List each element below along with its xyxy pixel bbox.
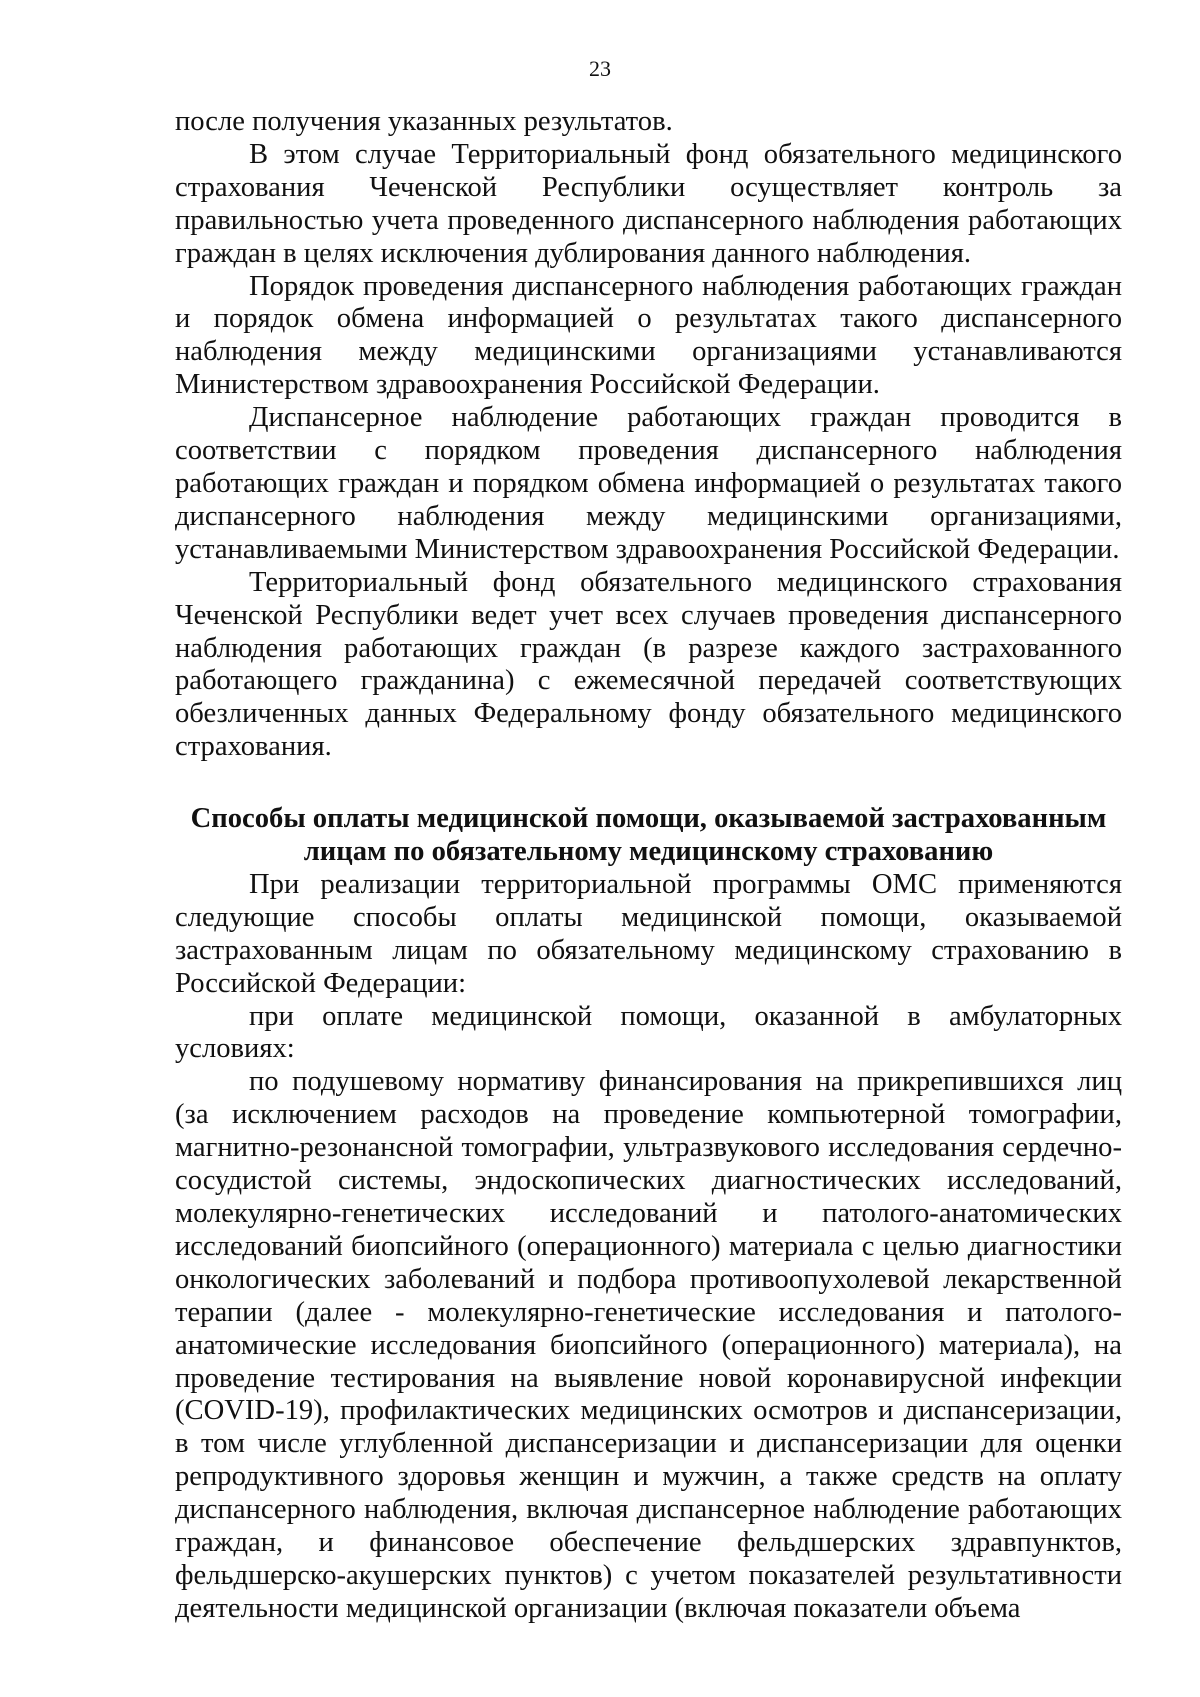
paragraph-procedure: Порядок проведения диспансерного наблюдения работающих граждан и порядок обмена информацией о результатах такого диспансерного наблюдения между медицинскими организациями устанавливаются Министерством здравоохранения Российской Федерации. — [175, 270, 1122, 401]
paragraph-per-capita: по подушевому нормативу финансирования на прикрепившихся лиц (за исключением расходов на проведение компьютерной томографии, магнитно-резонансной томографии, ультразвукового исследования сердечно-сосудистой системы, эндоскопических диагностических исследований, молекулярно-генетических исследований и патолого-анатомических исследований биопсийного (операционного) материала с целью диагностики онкологических заболеваний и подбора противоопухолевой лекарственной терапии (далее - молекулярно-генетические исследования и патолого-анатомические исследования биопсийного (операционного) материала), на проведение тестирования на выявление новой коронавирусной инфекции (COVID-19), профилактических медицинских осмотров и диспансеризации, в том числе углубленной диспансеризации и диспансеризации для оценки репродуктивного здоровья женщин и мужчин, а также средств на оплату диспансерного наблюдения, включая диспансерное наблюдение работающих граждан, и финансовое обеспечение фельдшерских здравпунктов, фельдшерско-акушерских пунктов) с учетом показателей результативности деятельности медицинской организации (включая показатели объема — [175, 1066, 1122, 1624]
section-heading-line-2: лицам по обязательному медицинскому страхованию — [303, 836, 994, 868]
paragraph-observation: Диспансерное наблюдение работающих граждан проводится в соответствии с порядком проведения диспансерного наблюдения работающих граждан и порядком обмена информацией о результатах такого диспансерного наблюдения между медицинскими организациями, устанавливаемыми Министерством здравоохранения Российской Федерации. — [175, 402, 1122, 565]
document-body — [175, 106, 1122, 1626]
paragraph-accounting: Территориальный фонд обязательного медицинского страхования Чеченской Республики ведет учет всех случаев проведения диспансерного наблюдения работающих граждан (в разрезе каждого застрахованного работающего гражданина) с ежемесячной передачей соответствующих обезличенных данных Федеральному фонду обязательного медицинского страхования. — [175, 566, 1122, 763]
paragraph-control: В этом случае Территориальный фонд обязательного медицинского страхования Чеченской Республики осуществляет контроль за правильностью учета проведенного диспансерного наблюдения работающих граждан в целях исключения дублирования данного наблюдения. — [175, 138, 1122, 269]
section-heading — [175, 803, 1122, 869]
paragraph-outpatient: при оплате медицинской помощи, оказанной в амбулаторных условиях: — [175, 1000, 1122, 1065]
paragraph-payment-methods: При реализации территориальной программы ОМС применяются следующие способы оплаты медицинской помощи, оказываемой застрахованным лицам по обязательному медицинскому страхованию в Российской Федерации: — [175, 868, 1122, 999]
paragraph-continuation: после получения указанных результатов. — [175, 106, 673, 137]
section-heading-line-1: Способы оплаты медицинской помощи, оказываемой застрахованным — [190, 803, 1107, 835]
page-number: 23 — [589, 56, 611, 81]
